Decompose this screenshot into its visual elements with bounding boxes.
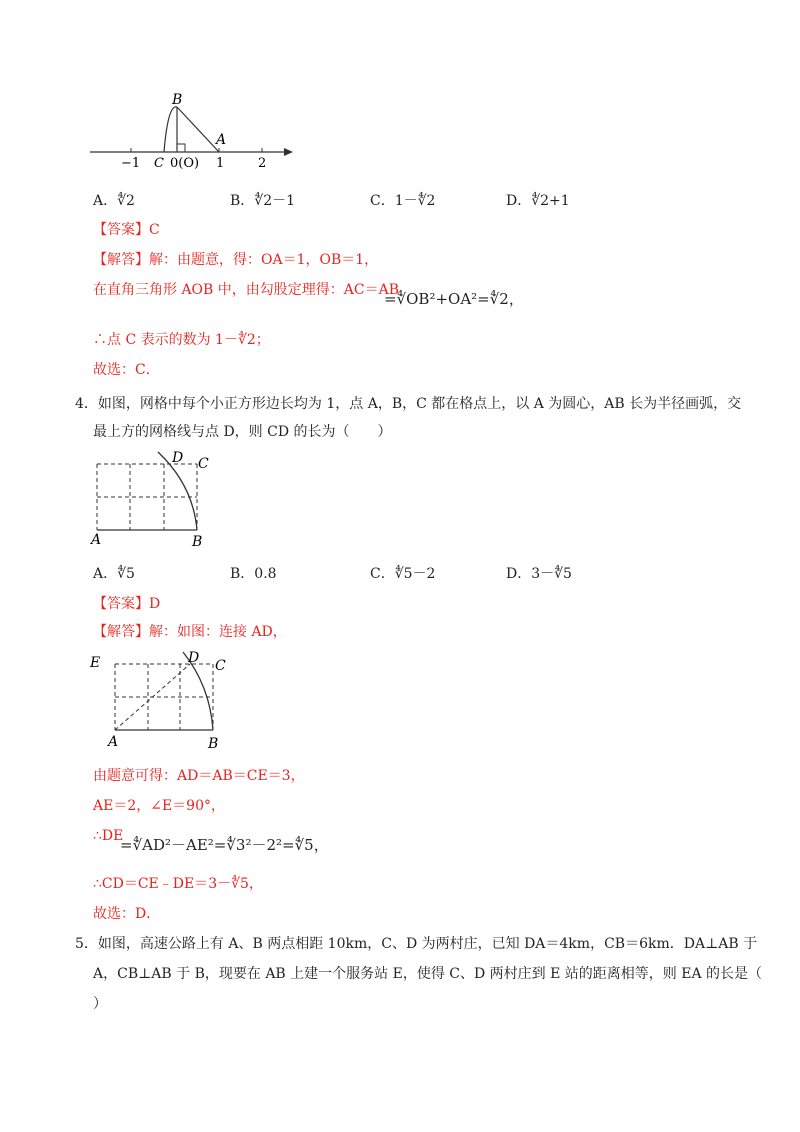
label-A: A xyxy=(216,132,227,148)
q3-formula: =∜OB²+OA²=∜2， xyxy=(384,290,524,308)
grid-label-B: B xyxy=(192,534,203,550)
q3-analysis-line3: ∴点 C 表示的数为 1－∜2； xyxy=(93,332,270,348)
q4-analysis-line2: 由题意可得：AD＝AB＝CE＝3， xyxy=(93,768,305,784)
q4-option-b: B．0.8 xyxy=(230,566,277,582)
q3-analysis-text1: 解：由题意，得：OA＝1，OB＝1， xyxy=(149,252,379,268)
q4-analysis-line4: ∴DE xyxy=(93,828,124,844)
grid-label-D: D xyxy=(172,450,184,466)
fig2-label-D: D xyxy=(188,650,200,666)
grid-label-A: A xyxy=(91,532,102,548)
label-C: C xyxy=(154,156,164,170)
q3-analysis-line1 xyxy=(93,252,378,269)
q3-option-c: C．1－∜2 xyxy=(370,193,436,209)
fig2-label-A: A xyxy=(108,734,119,750)
label-B: B xyxy=(172,92,183,108)
q4-option-c: C．∜5－2 xyxy=(370,566,436,582)
fig2-label-C: C xyxy=(215,658,226,674)
q3-answer: 【答案】C xyxy=(93,222,160,238)
q3-option-a: A．∜2 xyxy=(93,193,135,209)
q5-stem-line2: A，CB⊥AB 于 B，现要在 AB 上建一个服务站 E，使得 C、D 两村庄到 E 站的距离相等，则 EA 的长是（ xyxy=(93,966,763,982)
q5-stem-line1: 5．如图，高速公路上有 A、B 两点相距 10km，C、D 为两村庄，已知 DA＝4km，CB＝6km．DA⊥AB 于 xyxy=(75,936,758,952)
number-line-figure xyxy=(88,92,298,170)
tick-label-zero: 0(O) xyxy=(170,156,200,170)
q4-analysis-figure xyxy=(88,648,228,752)
tick-label-one: 1 xyxy=(216,156,225,170)
q4-grid-figure xyxy=(88,450,218,550)
q4-analysis-line5: ∴CD＝CE﹣DE＝3－∜5， xyxy=(93,876,263,892)
q3-analysis-label: 【解答】 xyxy=(93,252,149,268)
q3-analysis-line4: 故选：C． xyxy=(93,362,160,378)
q3-option-b: B．∜2－1 xyxy=(230,193,296,209)
q3-option-d: D．∜2+1 xyxy=(506,193,570,209)
grid-label-C: C xyxy=(198,456,209,472)
q4-analysis-line1: 【解答】解：如图：连接 AD， xyxy=(93,624,287,640)
q4-analysis-line3: AE＝2，∠E＝90°， xyxy=(93,798,226,814)
tick-label-neg1: −1 xyxy=(121,156,141,170)
fig2-label-E: E xyxy=(90,655,101,671)
q3-analysis-line2: 在直角三角形 AOB 中，由勾股定理得：AC＝AB xyxy=(93,282,399,298)
q4-option-a: A．∜5 xyxy=(93,566,135,582)
q4-stem-line1: 4．如图，网格中每个小正方形边长均为 1，点 A，B，C 都在格点上，以 A 为圆心，AB 长为半径画弧，交 xyxy=(75,396,742,412)
q4-answer: 【答案】D xyxy=(93,596,161,612)
q4-option-d: D．3－∜5 xyxy=(506,566,572,582)
q4-analysis-line6: 故选：D． xyxy=(93,906,161,922)
q5-stem-line3: ） xyxy=(93,996,107,1012)
q4-stem-line2: 最上方的网格线与点 D，则 CD 的长为（ ） xyxy=(93,424,392,440)
q4-formula: =∜AD²－AE²=∜3²－2²=∜5， xyxy=(120,836,329,854)
tick-label-two: 2 xyxy=(258,156,267,170)
fig2-label-B: B xyxy=(208,736,219,752)
